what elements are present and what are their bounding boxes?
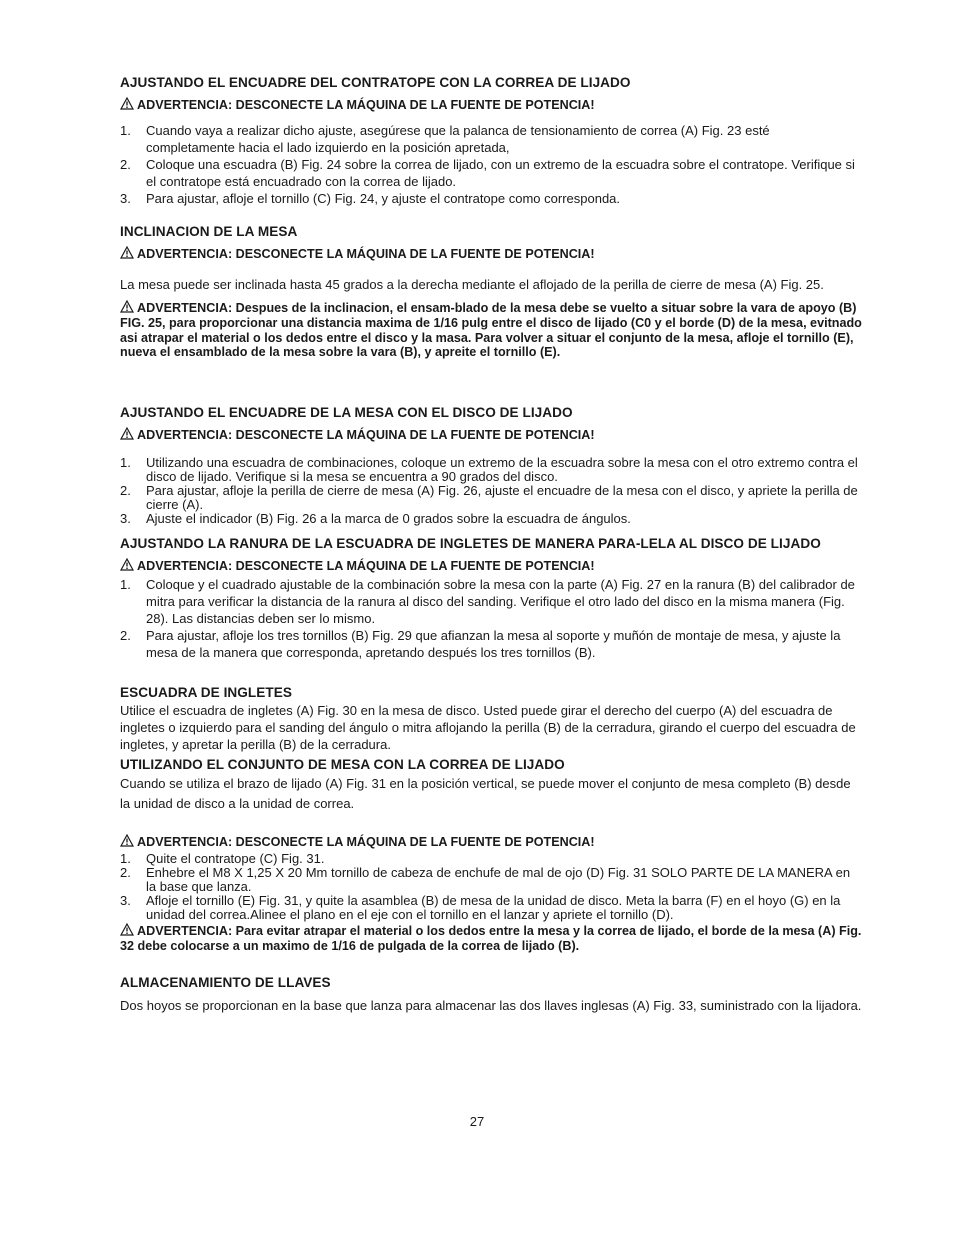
section-belt-backstop <box>120 74 862 207</box>
warning-text: ADVERTENCIA: DESCONECTE LA MÁQUINA DE LA FUENTE DE POTENCIA! <box>137 428 595 442</box>
warning-text: ADVERTENCIA: DESCONECTE LA MÁQUINA DE LA FUENTE DE POTENCIA! <box>137 98 595 112</box>
list-item: 1. Utilizando una escuadra de combinaciones, coloque un extremo de la escuadra sobre la mesa con el otro extremo contra el disco de lijado. Verifique si la mesa se encuentra a 90 grados del disco. <box>120 455 858 484</box>
warning-line <box>120 834 862 851</box>
section-table-tilt <box>120 223 862 360</box>
paragraph: Cuando se utiliza el brazo de lijado (A) Fig. 31 en la posición vertical, se puede mover el conjunto de mesa completo (B) desde la unidad de disco a la unidad de correa. <box>120 776 851 811</box>
steps-list <box>120 576 862 661</box>
list-item: 1. Coloque y el cuadrado ajustable de la combinación sobre la mesa con la parte (A) Fig. 27 en la ranura (B) del calibrador de mitra para verificar la distancia de la ranura al disco del sanding. Verifique el otro lado del disco en la misma manera (Fig. 28). Las distancias deben ser lo mismo. <box>120 577 855 626</box>
warning-text: ADVERTENCIA: DESCONECTE LA MÁQUINA DE LA FUENTE DE POTENCIA! <box>137 247 595 261</box>
list-item: 2. Para ajustar, afloje la perilla de cierre de mesa (A) Fig. 26, ajuste el encuadre de la mesa con el disco, y apriete la perilla de cierre (A). <box>120 483 858 512</box>
warning-block <box>120 300 862 360</box>
warning-triangle-icon <box>120 300 134 316</box>
warning-line <box>120 97 862 114</box>
warning-triangle-icon <box>120 834 134 851</box>
section-miter-slot <box>120 535 862 661</box>
paragraph: Dos hoyos se proporcionan en la base que lanza para almacenar las dos llaves inglesas (A) Fig. 33, suministrado con la lijadora. <box>120 998 862 1013</box>
steps-list <box>120 122 862 207</box>
steps-list <box>120 852 862 922</box>
list-item: 1. Quite el contratope (C) Fig. 31. <box>120 851 325 866</box>
warning-line <box>120 427 862 444</box>
list-item: 3. Para ajustar, afloje el tornillo (C) Fig. 24, y ajuste el contratope como corresponda. <box>120 191 621 206</box>
warning-triangle-icon <box>120 427 134 444</box>
section-title: ALMACENAMIENTO DE LLAVES <box>120 975 331 990</box>
page-number: 27 <box>469 1114 485 1129</box>
warning-block <box>120 923 862 954</box>
section-table-on-belt <box>120 756 862 954</box>
list-item: 3. Afloje el tornillo (E) Fig. 31, y quite la asamblea (B) de mesa de la unidad de disco. Meta la barra (F) en el hoyo (G) en la unidad del correa.Alinee el plano en el eje con el tornillo en el lanzar y apriete el tornillo (D). <box>120 893 841 922</box>
section-title: UTILIZANDO EL CONJUNTO DE MESA CON LA CORREA DE LIJADO <box>120 757 565 772</box>
warning-text: ADVERTENCIA: DESCONECTE LA MÁQUINA DE LA FUENTE DE POTENCIA! <box>137 835 595 849</box>
warning-triangle-icon <box>120 558 134 575</box>
list-item: 2. Coloque una escuadra (B) Fig. 24 sobre la correa de lijado, con un extremo de la escuadra sobre el contratope. Verifique si el contratope está encuadrado con la correa de lijado. <box>120 157 855 189</box>
list-item: 3. Ajuste el indicador (B) Fig. 26 a la marca de 0 grados sobre la escuadra de ángulos. <box>120 511 631 526</box>
section-title: INCLINACION DE LA MESA <box>120 224 298 239</box>
paragraph: Utilice el escuadra de ingletes (A) Fig. 30 en la mesa de disco. Usted puede girar el derecho del cuerpo (A) del escuadra de ingletes o izquierdo para el sanding del ángulo o mitra aflojando la perilla (B) de la cerradura, girando el cuerpo del escuadra de ingletes, y apretar la perilla (B) de la cerradura. <box>120 703 856 752</box>
list-item: 2. Para ajustar, afloje los tres tornillos (B) Fig. 29 que afianzan la mesa al soporte y muñón de montaje de mesa, y ajuste la mesa de la manera que corresponda, apretando después los tres tornillos (B). <box>120 628 841 660</box>
section-title: AJUSTANDO LA RANURA DE LA ESCUADRA DE INGLETES DE MANERA PARA-LELA AL DISCO DE LIJADO <box>120 536 821 551</box>
paragraph: La mesa puede ser inclinada hasta 45 grados a la derecha mediante el aflojado de la perilla de cierre de mesa (A) Fig. 25. <box>120 277 824 292</box>
section-miter-gauge <box>120 684 862 753</box>
warning-triangle-icon <box>120 246 134 263</box>
warning-triangle-icon <box>120 923 134 939</box>
section-table-disc-square <box>120 404 862 526</box>
warning-text: ADVERTENCIA: Despues de la inclinacion, el ensam-blado de la mesa debe se vuelto a situar sobre la vara de apoyo (B) FIG. 25, para proporcionar una distancia maxima de 1/16 pulg entre el disco de lijado (C0 y el borde (D) de la mesa, evitnado asi atrapar el material o los dedos entre el disco y la masa. Para volver a situar el conjunto de la mesa, afloje el tornillo (E), nueva el ensamblado de la mesa sobre la vara (B), y apreite el tornillo (E). <box>120 301 862 360</box>
warning-line <box>120 246 862 263</box>
section-title: ESCUADRA DE INGLETES <box>120 685 292 700</box>
section-title: AJUSTANDO EL ENCUADRE DEL CONTRATOPE CON LA CORREA DE LIJADO <box>120 75 631 90</box>
list-item: 2. Enhebre el M8 X 1,25 X 20 Mm tornillo de cabeza de enchufe de mal de ojo (D) Fig. 31 SOLO PARTE DE LA MANERA en la base que lanza. <box>120 865 851 894</box>
section-wrench-storage <box>120 974 862 1014</box>
steps-list <box>120 456 862 526</box>
list-item: 1. Cuando vaya a realizar dicho ajuste, asegúrese que la palanca de tensionamiento de correa (A) Fig. 23 esté completamente hacia el lado izquierdo en la posición apretada, <box>120 123 770 155</box>
warning-text: ADVERTENCIA: DESCONECTE LA MÁQUINA DE LA FUENTE DE POTENCIA! <box>137 559 595 573</box>
warning-text: ADVERTENCIA: Para evitar atrapar el material o los dedos entre la mesa y la correa de lijado, el borde de la mesa (A) Fig. 32 debe colocarse a un maximo de 1/16 de pulgada de la correa de lijado (B). <box>120 924 862 954</box>
warning-triangle-icon <box>120 97 134 114</box>
warning-line <box>120 558 862 575</box>
section-title: AJUSTANDO EL ENCUADRE DE LA MESA CON EL DISCO DE LIJADO <box>120 405 573 420</box>
